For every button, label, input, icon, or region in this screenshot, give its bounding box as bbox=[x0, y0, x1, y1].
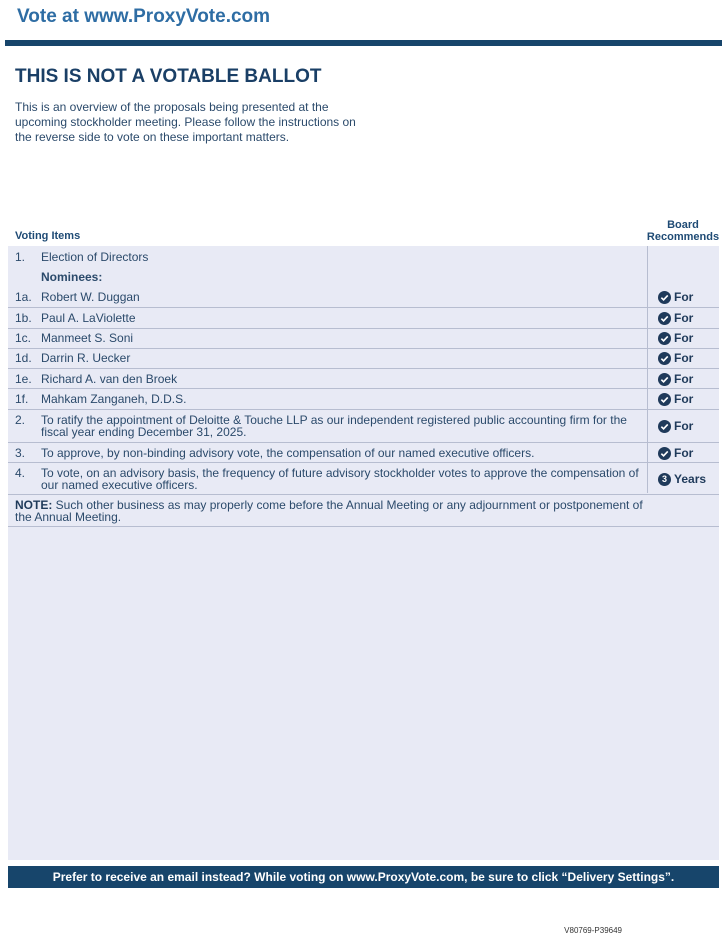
recommendation bbox=[658, 290, 693, 304]
header-rule bbox=[5, 40, 722, 46]
recommendation-label: For bbox=[674, 446, 694, 460]
item-number: 4. bbox=[15, 466, 26, 480]
recommendation bbox=[658, 331, 693, 345]
item-row bbox=[8, 409, 719, 442]
recommendation-label: For bbox=[674, 331, 694, 345]
item-row bbox=[8, 462, 719, 494]
item-text: Darrin R. Uecker bbox=[41, 351, 131, 365]
item-text: To ratify the appointment of Deloitte & Touche LLP as our independent registered public accounting firm for the fiscal year ending December 31, 2025. bbox=[41, 413, 627, 439]
note-body: Such other business as may properly come before the Annual Meeting or any adjournment or postponement of the Annual Meeting. bbox=[15, 498, 643, 524]
item-text: Paul A. LaViolette bbox=[41, 311, 136, 325]
nominees-label: Nominees: bbox=[41, 270, 103, 284]
recommendation bbox=[658, 446, 693, 460]
item-text: To approve, by non-binding advisory vote, the compensation of our named executive officers. bbox=[41, 446, 535, 460]
check-circle-icon bbox=[658, 352, 671, 365]
item-number: 3. bbox=[15, 446, 26, 460]
recommendation bbox=[658, 419, 693, 433]
recommendation-label: For bbox=[674, 311, 694, 325]
recommendation bbox=[658, 351, 693, 365]
recommendation-label: Years bbox=[674, 472, 707, 486]
item-number: 1f. bbox=[15, 392, 29, 406]
ballot-title: THIS IS NOT A VOTABLE BALLOT bbox=[15, 66, 322, 87]
board-heading-line2: Recommends bbox=[646, 231, 720, 243]
note-label: NOTE: bbox=[15, 498, 53, 512]
check-circle-icon bbox=[658, 291, 671, 304]
item-number: 1c. bbox=[15, 331, 32, 345]
item-row bbox=[8, 442, 719, 462]
delivery-settings-banner: Prefer to receive an email instead? While voting on www.ProxyVote.com, be sure to click “Delivery Settings”. bbox=[8, 866, 719, 888]
check-circle-icon bbox=[658, 373, 671, 386]
item-row bbox=[8, 388, 719, 409]
item-number: 1e. bbox=[15, 372, 32, 386]
board-heading-line1: Board bbox=[667, 219, 699, 231]
recommendation-label: For bbox=[674, 372, 694, 386]
item-text: Election of Directors bbox=[41, 250, 149, 264]
note-text bbox=[15, 499, 645, 523]
recommendation-label: For bbox=[674, 351, 694, 365]
item-text: To vote, on an advisory basis, the frequency of future advisory stockholder votes to approve the compensation of our named executive officers. bbox=[41, 466, 639, 492]
item-text: Robert W. Duggan bbox=[41, 290, 140, 304]
item-number: 2. bbox=[15, 413, 26, 427]
recommendation-label: For bbox=[674, 392, 694, 406]
item-text: Manmeet S. Soni bbox=[41, 331, 134, 345]
item-row bbox=[8, 250, 719, 270]
recommendation bbox=[658, 472, 706, 486]
check-circle-icon bbox=[658, 332, 671, 345]
item-row bbox=[8, 307, 719, 328]
recommendation-label: For bbox=[674, 419, 694, 433]
header-title: Vote at www.ProxyVote.com bbox=[17, 6, 271, 27]
recommendation-label: For bbox=[674, 290, 694, 304]
number-badge-icon: 3 bbox=[658, 473, 671, 486]
check-circle-icon bbox=[658, 393, 671, 406]
item-number: 1b. bbox=[15, 311, 32, 325]
item-text: Richard A. van den Broek bbox=[41, 372, 178, 386]
document-code: V80769-P39649 bbox=[564, 926, 622, 935]
board-recommends-heading bbox=[644, 219, 722, 243]
voting-items-heading: Voting Items bbox=[15, 230, 81, 242]
item-number: 1a. bbox=[15, 290, 32, 304]
overview-text: This is an overview of the proposals being presented at the upcoming stockholder meeting. Please follow the instructions on the reverse side to vote on these important matters. bbox=[15, 100, 356, 144]
recommendation bbox=[658, 311, 693, 325]
recommendation bbox=[658, 392, 693, 406]
recommendation bbox=[658, 372, 693, 386]
item-row bbox=[8, 328, 719, 348]
item-row bbox=[8, 368, 719, 388]
item-row bbox=[8, 348, 719, 368]
item-number: 1d. bbox=[15, 351, 32, 365]
item-text: Mahkam Zanganeh, D.D.S. bbox=[41, 392, 187, 406]
check-circle-icon bbox=[658, 447, 671, 460]
check-circle-icon bbox=[658, 420, 671, 433]
check-circle-icon bbox=[658, 312, 671, 325]
item-row bbox=[8, 289, 719, 307]
item-number: 1. bbox=[15, 250, 26, 264]
item-row bbox=[8, 270, 719, 290]
